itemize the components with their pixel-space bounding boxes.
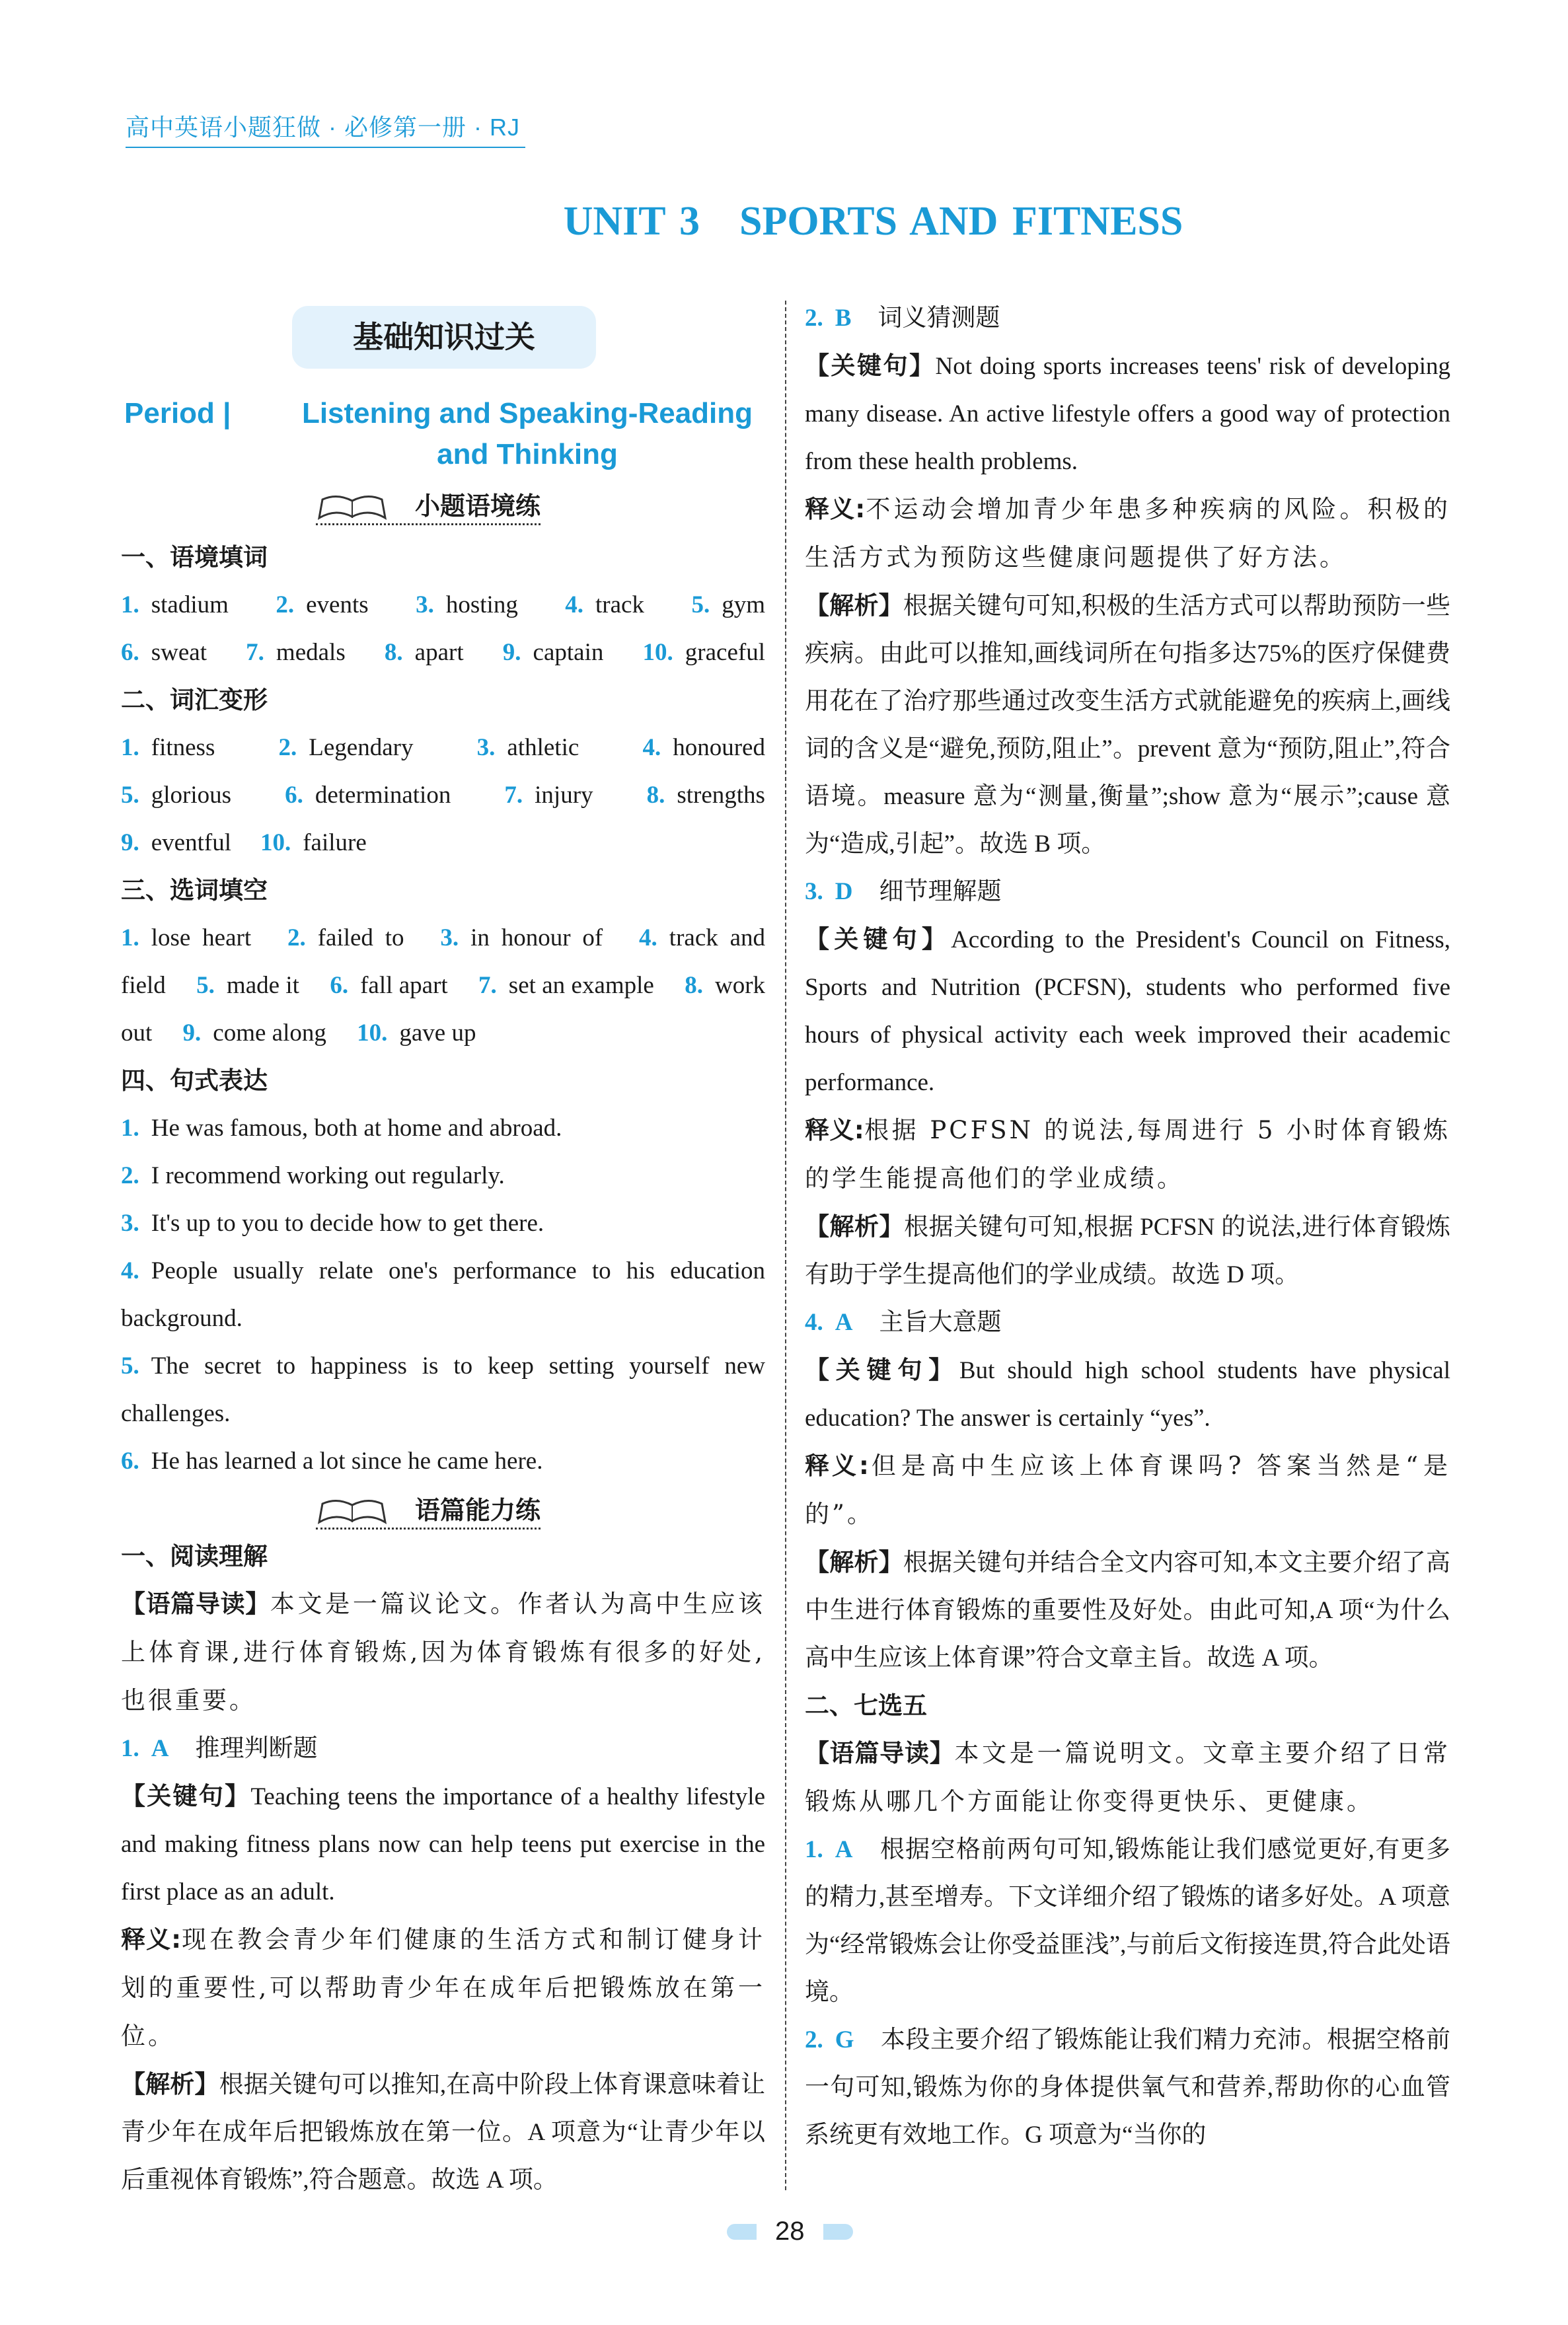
- item-number: 10.: [642, 639, 673, 666]
- para-text: Not doing sports increases teens' risk of developing many disease. An active lifestyle offers a good way of protection from these health problems.: [805, 353, 1451, 475]
- unit-name: SPORTS AND FITNESS: [739, 199, 1183, 244]
- item-number: 9.: [182, 1019, 202, 1047]
- sentence-answers: [121, 1105, 765, 1485]
- item-text: apart: [414, 639, 464, 666]
- answer-item: [276, 581, 368, 629]
- analysis: [805, 1539, 1450, 1682]
- sentence-item: [121, 1247, 765, 1343]
- item-text: I recommend working out regularly.: [151, 1162, 505, 1189]
- answer-row: [121, 581, 765, 629]
- page-deco: [727, 2224, 757, 2240]
- item-text: events: [306, 591, 369, 618]
- translation: [805, 486, 1450, 582]
- answer-item: [643, 629, 765, 677]
- para-label: 【关键句】: [121, 1782, 251, 1810]
- answer-item: [477, 724, 579, 772]
- sentence-item: [121, 1200, 765, 1247]
- question-number: 1.: [805, 1836, 823, 1863]
- item-text: gym: [722, 591, 765, 618]
- item-text: It's up to you to decide how to get there.: [151, 1210, 544, 1237]
- passage-guide: [121, 1580, 765, 1725]
- answer-item: [121, 724, 215, 772]
- item-text: fitness: [151, 734, 215, 761]
- analysis: [805, 582, 1450, 868]
- item-number: 1.: [121, 591, 139, 618]
- para-label: 【关键句】: [805, 925, 952, 953]
- question-answer: [121, 1725, 765, 1773]
- exercise-heading: 二、七选五: [805, 1691, 927, 1720]
- para-text: 根据关键句并结合全文内容可知,本文主要介绍了高中生进行体育锻炼的重要性及好处。由此可知,A 项“为什么高中生应该上体育课”符合文章主旨。故选 A 项。: [805, 1549, 1451, 1672]
- item-number: 4.: [639, 924, 657, 951]
- para-label: 释义:: [805, 495, 866, 523]
- para-text: According to the President's Council on Fitness, Sports and Nutrition (PCFSN), students who performed five hours of physical activity each week improved their academic performance.: [805, 926, 1451, 1096]
- sentence-item: [121, 1343, 765, 1438]
- question-type: 词义猜测题: [877, 305, 1000, 332]
- para-label: 释义:: [805, 1452, 869, 1480]
- item-text: set an example: [508, 972, 654, 999]
- answer-letter: A: [151, 1735, 169, 1762]
- item-number: 4.: [642, 734, 661, 761]
- answer-item: [385, 629, 464, 677]
- key-sentence: [805, 916, 1450, 1107]
- para-text: But should high school students have physical education? The answer is certainly “yes”.: [805, 1357, 1450, 1432]
- key-sentence: [121, 1773, 765, 1916]
- para-text: 根据关键句可知,根据 PCFSN 的说法,进行体育锻炼有助于学生提高他们的学业成绩。故选 D 项。: [805, 1214, 1450, 1288]
- question-type: 细节理解题: [879, 878, 1002, 905]
- translation: [121, 1916, 765, 2061]
- item-text: People usually relate one's performance to his education background.: [121, 1257, 765, 1332]
- item-text: lose heart: [151, 924, 252, 951]
- item-number: 7.: [478, 972, 497, 999]
- item-number: 9.: [121, 829, 139, 856]
- exercise-heading: 一、阅读理解: [121, 1542, 268, 1570]
- answer-item: [503, 629, 604, 677]
- item-number: 6.: [121, 1448, 139, 1475]
- item-number: 3.: [440, 924, 459, 951]
- answer-letter: A: [835, 1309, 853, 1336]
- question-number: 1.: [121, 1735, 139, 1762]
- item-number: 2.: [121, 1162, 139, 1189]
- answer-letter: B: [835, 305, 852, 332]
- para-text: 根据关键句可以推知,在高中阶段上体育课意味着让青少年在成年后把锻炼放在第一位。A 项意为“让青少年以后重视体育锻炼”,符合题意。故选 A 项。: [121, 2071, 765, 2194]
- column-divider: [785, 301, 786, 2190]
- page-number-text: 28: [775, 2217, 805, 2246]
- question-type: 推理判断题: [195, 1735, 318, 1762]
- section-label: 小题语境练: [415, 492, 541, 521]
- answer-letter: A: [835, 1836, 853, 1863]
- para-label: 【语篇导读】: [805, 1739, 955, 1767]
- answer-item: [279, 724, 414, 772]
- item-text: The secret to happiness is to keep setting yourself new challenges.: [121, 1352, 765, 1427]
- para-label: 释义:: [121, 1925, 181, 1954]
- period-label: Period |: [124, 397, 231, 429]
- item-number: 5.: [121, 1352, 139, 1380]
- sentence-item: [121, 1152, 765, 1200]
- item-number: 10.: [260, 829, 291, 856]
- answer-item: [121, 581, 229, 629]
- question-number: 4.: [805, 1309, 823, 1336]
- item-text: made it: [226, 972, 299, 999]
- item-text: failure: [303, 829, 367, 856]
- item-number: 3.: [476, 734, 496, 761]
- item-number: 8.: [685, 972, 703, 999]
- left-column: [121, 534, 765, 2204]
- answer-letter: G: [835, 2026, 854, 2053]
- item-text: He has learned a lot since he came here.: [151, 1448, 543, 1475]
- para-label: 【解析】: [805, 591, 903, 620]
- question-type: 主旨大意题: [879, 1309, 1002, 1336]
- item-number: 2.: [287, 924, 306, 951]
- para-text: 不运动会增加青少年患多种疾病的风险。积极的生活方式为预防这些健康问题提供了好方法。: [805, 495, 1451, 572]
- exercise-heading: 一、语境填词: [121, 543, 268, 572]
- question-number: 2.: [805, 305, 823, 332]
- para-label: 【解析】: [805, 1548, 903, 1576]
- item-text: track: [595, 591, 644, 618]
- cloze-answer: [805, 2016, 1450, 2159]
- item-text: failed to: [317, 924, 404, 951]
- right-column: [805, 295, 1450, 2159]
- unit-number: UNIT 3: [563, 199, 700, 244]
- item-text: in honour of: [470, 924, 603, 951]
- answer-item: [416, 581, 518, 629]
- item-text: work out: [121, 972, 766, 1047]
- answer-item: [504, 772, 593, 819]
- answer-item: [642, 724, 765, 772]
- item-number: 10.: [357, 1019, 388, 1047]
- item-number: 5.: [691, 591, 710, 618]
- question-answer: [805, 1299, 1450, 1347]
- answer-explanation: 根据空格前两句可知,锻炼能让我们感觉更好,有更多的精力,甚至增寿。下文详细介绍了锻炼的诸多好处。A 项意为“经常锻炼会让你受益匪浅”,与前后文衔接连贯,符合此处语境。: [805, 1836, 1450, 2006]
- item-number: 1.: [121, 734, 139, 761]
- item-text: determination: [315, 782, 451, 809]
- answer-row: [121, 724, 765, 772]
- item-number: 6.: [330, 972, 349, 999]
- item-number: 6.: [121, 639, 139, 666]
- para-text: 本文是一篇说明文。文章主要介绍了日常锻炼从哪几个方面能让你变得更快乐、更健康。: [805, 1739, 1451, 1816]
- item-number: 9.: [502, 639, 521, 666]
- cloze-answer: [805, 1826, 1450, 2016]
- item-text: Legendary: [309, 734, 414, 761]
- fill-answers: [121, 914, 765, 1057]
- question-answer: [805, 295, 1450, 342]
- para-text: 但是高中生应该上体育课吗? 答案当然是“是的”。: [805, 1452, 1451, 1528]
- answer-row: [121, 819, 765, 867]
- item-text: athletic: [507, 734, 579, 761]
- item-number: 5.: [121, 782, 139, 809]
- para-text: Teaching teens the importance of a healthy lifestyle and making fitness plans now can help teens put exercise in the first place as an adult.: [121, 1783, 765, 1905]
- item-text: come along: [213, 1019, 326, 1047]
- para-label: 【语篇导读】: [121, 1590, 270, 1618]
- item-text: gave up: [399, 1019, 476, 1047]
- section-label: 语篇能力练: [415, 1496, 541, 1525]
- item-number: 7.: [246, 639, 264, 666]
- item-number: 3.: [416, 591, 434, 618]
- item-text: honoured: [673, 734, 765, 761]
- para-label: 【解析】: [121, 2070, 219, 2098]
- question-number: 2.: [805, 2026, 823, 2053]
- item-text: sweat: [151, 639, 207, 666]
- exercise-heading: 三、选词填空: [121, 876, 268, 904]
- item-number: 2.: [276, 591, 295, 618]
- item-text: eventful: [151, 829, 231, 856]
- item-number: 3.: [121, 1210, 139, 1237]
- para-label: 【解析】: [805, 1212, 905, 1241]
- question-number: 3.: [805, 878, 823, 905]
- section-banner: 基础知识过关: [292, 306, 596, 369]
- key-sentence: [805, 1347, 1450, 1442]
- question-answer: [805, 868, 1450, 916]
- item-number: 4.: [121, 1257, 139, 1284]
- para-text: 本文是一篇议论文。作者认为高中生应该上体育课,进行体育锻炼,因为体育锻炼有很多的好处,也很重要。: [121, 1590, 766, 1715]
- para-label: 【关键句】: [805, 351, 936, 380]
- key-sentence: [805, 342, 1450, 486]
- sentence-item: [121, 1438, 765, 1485]
- para-label: 释义:: [805, 1116, 864, 1144]
- exercise-heading: 二、词汇变形: [121, 686, 268, 714]
- answer-item: [565, 581, 644, 629]
- analysis: [121, 2061, 765, 2204]
- page-deco: [823, 2224, 853, 2240]
- item-number: 1.: [121, 924, 139, 951]
- item-number: 7.: [504, 782, 523, 809]
- answer-item: [260, 819, 367, 867]
- item-text: strengths: [677, 782, 765, 809]
- answer-item: [285, 772, 451, 819]
- answer-item: [647, 772, 765, 819]
- item-text: captain: [533, 639, 604, 666]
- item-text: track and field: [121, 924, 765, 999]
- para-text: 根据 PCFSN 的说法,每周进行 5 小时体育锻炼的学生能提高他们的学业成绩。: [805, 1116, 1450, 1193]
- answer-item: [121, 772, 231, 819]
- passage-guide: [805, 1730, 1450, 1826]
- item-text: hosting: [445, 591, 518, 618]
- open-book-icon: [316, 492, 389, 522]
- sentence-item: [121, 1105, 765, 1152]
- item-text: fall apart: [360, 972, 448, 999]
- item-text: He was famous, both at home and abroad.: [151, 1115, 562, 1142]
- page-number: [727, 2217, 853, 2246]
- para-text: 根据关键句可知,积极的生活方式可以帮助预防一些疾病。由此可以推知,画线词所在句指多达75%的医疗保健费用花在了治疗那些通过改变生活方式就能避免的疾病上,画线词的含义是“避免,预防,阻止”。prevent 意为“预防,阻止”,符合语境。measure 意为“测量,衡量”;show 意为“展示”;cause 意为“造成,引起”。故选 B 项。: [805, 593, 1451, 858]
- translation: [805, 1442, 1450, 1539]
- answer-item: [121, 629, 207, 677]
- unit-title: [0, 198, 1568, 245]
- item-text: glorious: [151, 782, 232, 809]
- answer-item: [121, 819, 231, 867]
- item-number: 4.: [565, 591, 584, 618]
- section-heading-practice: [316, 490, 541, 525]
- item-text: stadium: [151, 591, 229, 618]
- item-text: medals: [276, 639, 346, 666]
- item-number: 6.: [285, 782, 303, 809]
- item-number: 5.: [196, 972, 215, 999]
- item-number: 8.: [646, 782, 665, 809]
- para-label: 【关键句】: [805, 1356, 959, 1384]
- period-name: Listening and Speaking-Reading and Thinking: [301, 397, 753, 470]
- translation: [805, 1107, 1450, 1203]
- exercise-heading: 四、句式表达: [121, 1066, 268, 1095]
- item-number: 1.: [121, 1115, 139, 1142]
- item-number: 2.: [278, 734, 297, 761]
- answer-letter: D: [835, 878, 853, 905]
- para-text: 现在教会青少年们健康的生活方式和制订健身计划的重要性,可以帮助青少年在成年后把锻炼放在第一位。: [121, 1925, 766, 2050]
- answer-explanation: 本段主要介绍了锻炼能让我们精力充沛。根据空格前一句可知,锻炼为你的身体提供氧气和营养,帮助你的心血管系统更有效地工作。G 项意为“当你的: [805, 2026, 1450, 2149]
- book-header: 高中英语小题狂做 · 必修第一册 · RJ: [126, 109, 525, 148]
- answer-item: [246, 629, 346, 677]
- answer-row: [121, 772, 765, 819]
- answer-row: [121, 629, 765, 677]
- item-text: graceful: [685, 639, 765, 666]
- answer-item: [691, 581, 765, 629]
- item-number: 8.: [384, 639, 403, 666]
- item-text: injury: [535, 782, 593, 809]
- analysis: [805, 1203, 1450, 1299]
